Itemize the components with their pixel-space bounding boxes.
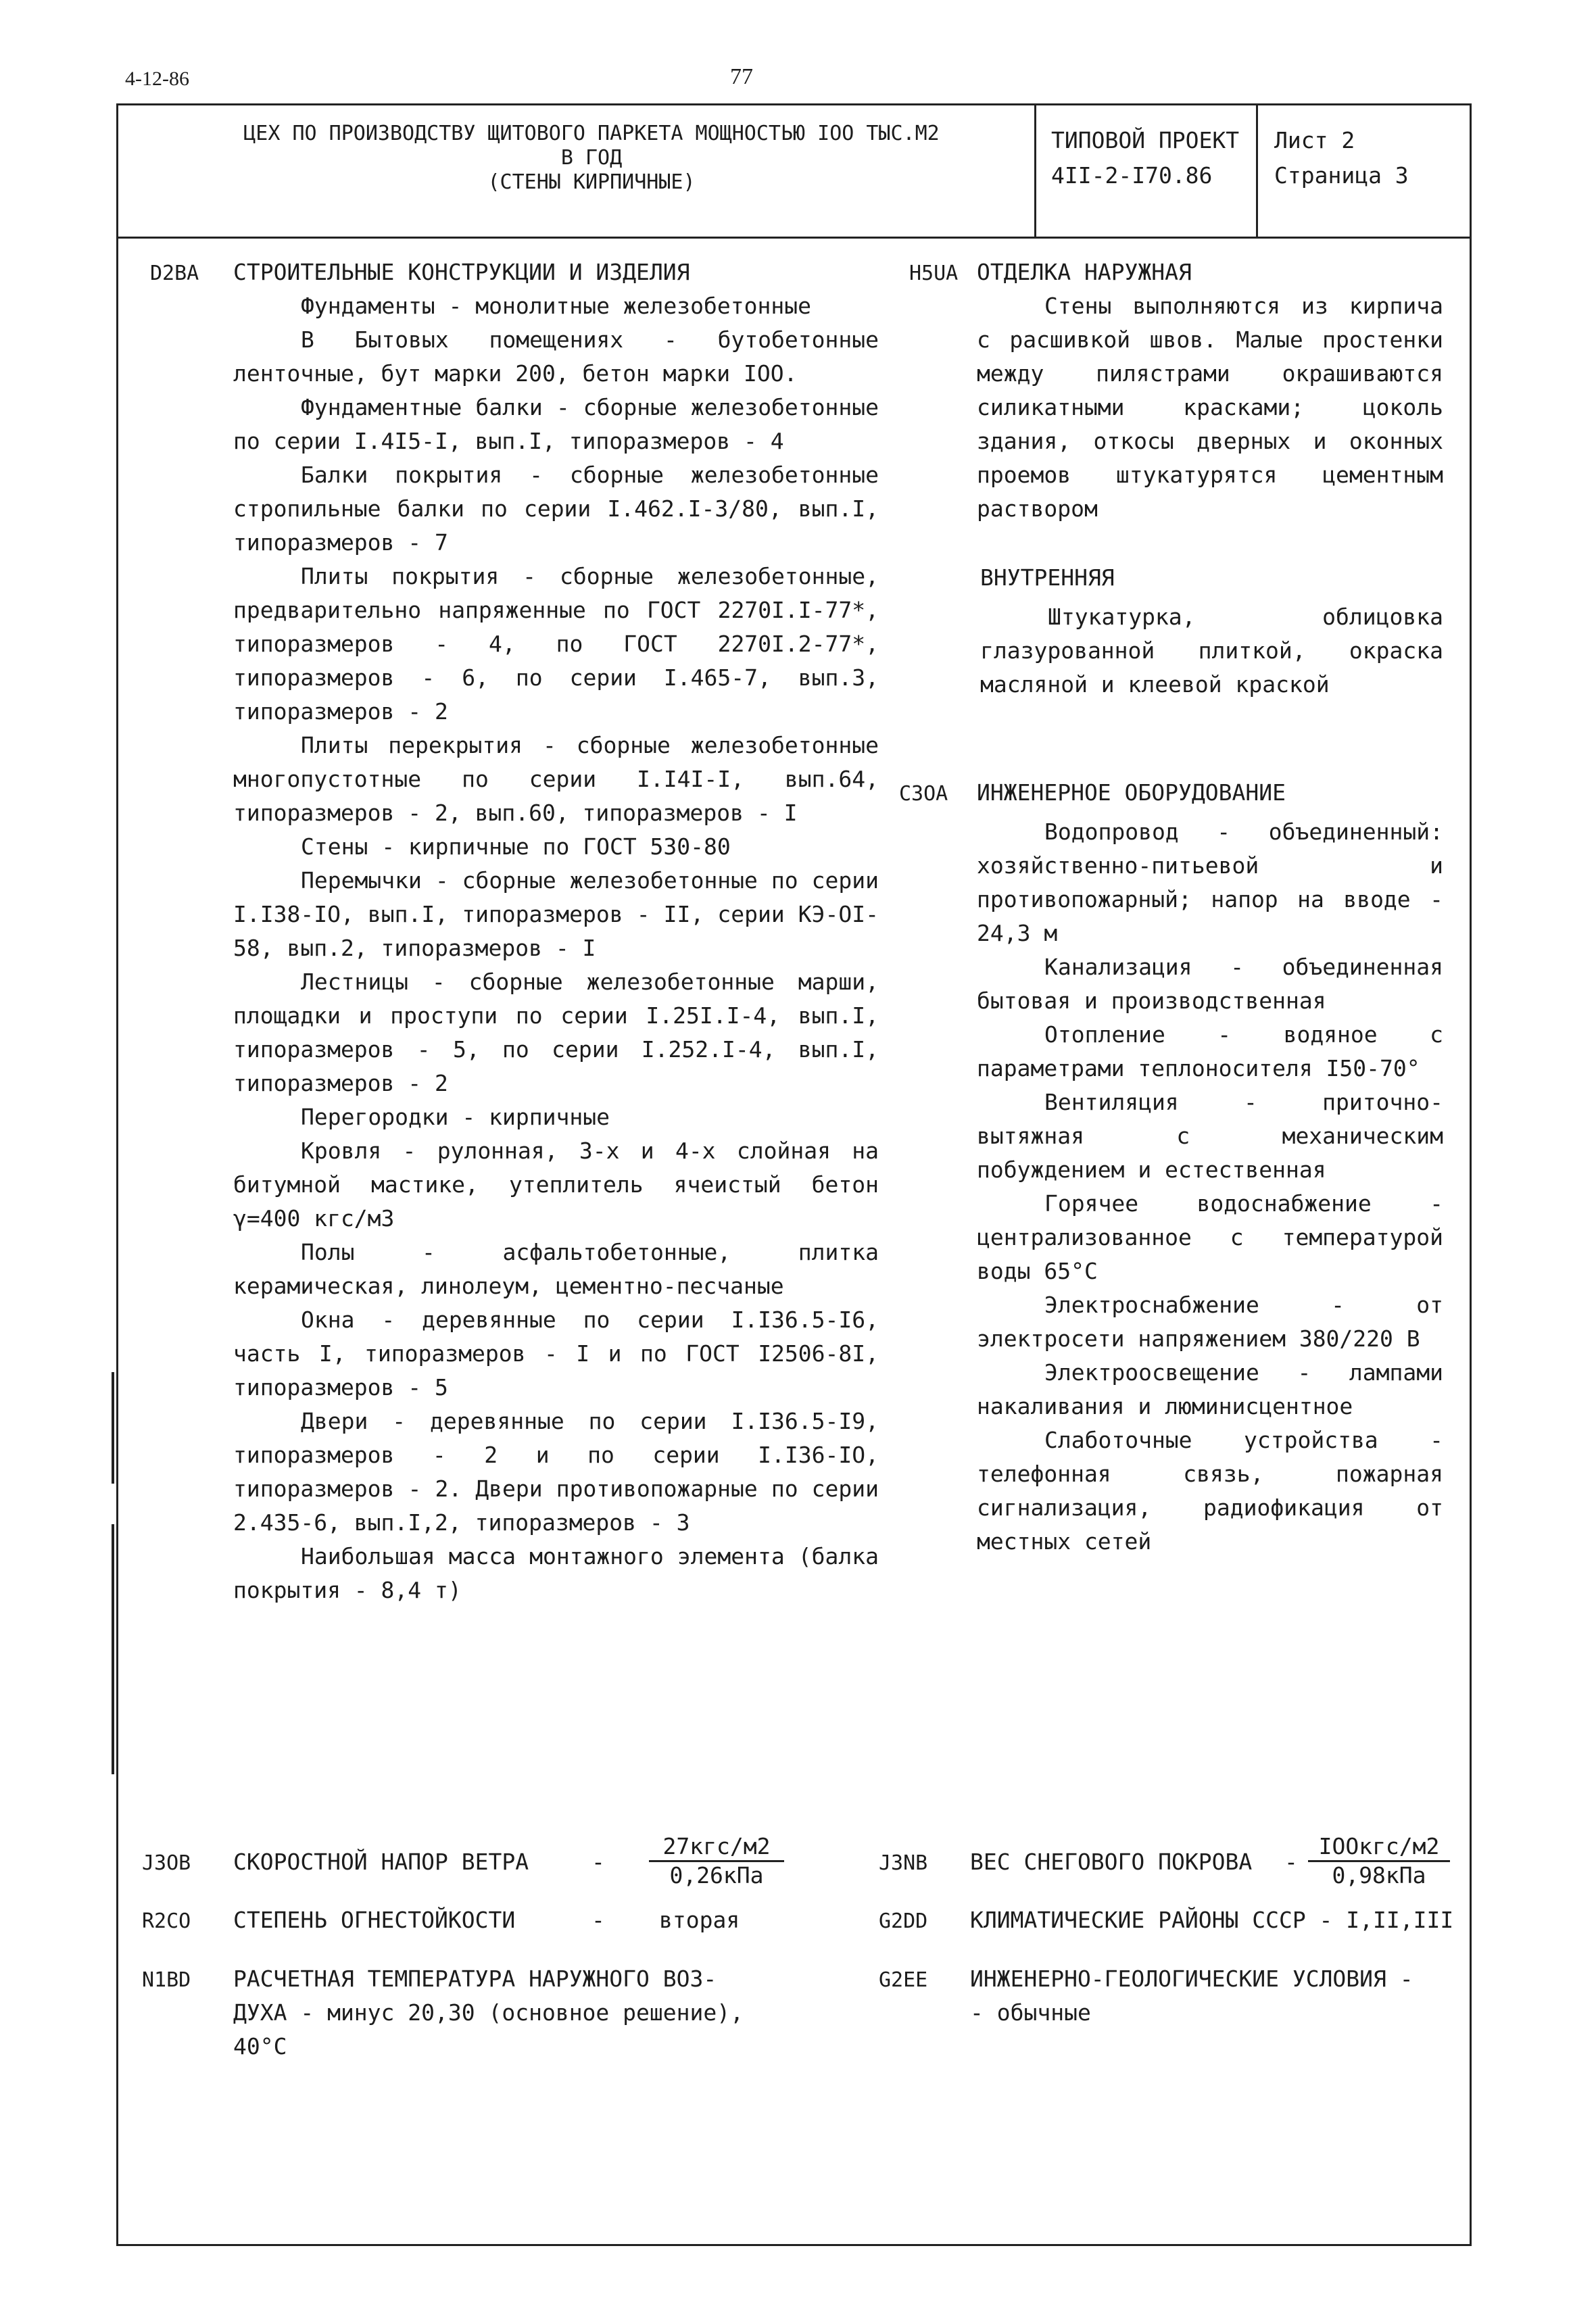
- paragraph: Двери - деревянные по серии I.I36.5-I9, типоразмеров - 2 и по серии I.I36-IO, типоразмеров - 2. Двери противопожарные по серии 2.435-6, вып.I,2, типоразмеров - 3: [233, 1408, 879, 1536]
- paragraph: Фундаменты - монолитные железобетонные: [301, 293, 811, 319]
- paragraph: Перегородки - кирпичные: [301, 1104, 610, 1130]
- stamp-title: [155, 122, 1027, 195]
- geology-line: - обычные: [970, 1999, 1091, 2026]
- scan-mark: [112, 1372, 114, 1484]
- section-code: D2BA: [150, 262, 199, 285]
- section-heading: ИНЖЕНЕРНОЕ ОБОРУДОВАНИЕ: [977, 779, 1286, 806]
- paragraph: Отопление - водяное с параметрами теплоносителя I50-70°: [977, 1021, 1443, 1081]
- paragraph: Вентиляция - приточно-вытяжная с механическим побуждением и естественная: [977, 1089, 1443, 1183]
- interior-finish-section: [980, 561, 1443, 702]
- wind-label: СКОРОСТНОЙ НАПОР ВЕТРА: [233, 1849, 529, 1875]
- snow-code: J3NB: [879, 1851, 928, 1875]
- paragraph: Наибольшая масса монтажного элемента (балка покрытия - 8,4 т): [233, 1543, 879, 1603]
- wind-pressure-denominator: 0,26кПа: [669, 1862, 764, 1888]
- paragraph: Слаботочные устройства - телефонная связь, пожарная сигнализация, радиофикация от местных сетей: [977, 1427, 1443, 1555]
- geology-line: ИНЖЕНЕРНО-ГЕОЛОГИЧЕСКИЕ УСЛОВИЯ -: [970, 1966, 1413, 1992]
- climate-code: G2DD: [879, 1909, 928, 1933]
- fire-code: R2CO: [142, 1909, 191, 1933]
- temperature-code: N1BD: [142, 1968, 191, 1992]
- geology-code: G2EE: [879, 1968, 928, 1992]
- temperature-text: [233, 1962, 744, 2064]
- snow-load-denominator: 0,98кПа: [1332, 1862, 1426, 1888]
- page-number: 77: [730, 64, 753, 89]
- paragraph: Балки покрытия - сборные железобетонные стропильные балки по серии I.462.I-3/80, вып.I, типоразмеров - 7: [233, 462, 879, 556]
- project-number: 4II-2-I70.86: [1051, 162, 1213, 189]
- fire-dash: -: [591, 1907, 605, 1933]
- climate-label: КЛИМАТИЧЕСКИЕ РАЙОНЫ СССР - I,II,III: [970, 1907, 1454, 1933]
- snow-load-numerator: IOOкгс/м2: [1308, 1833, 1450, 1862]
- temperature-line: РАСЧЕТНАЯ ТЕМПЕРАТУРА НАРУЖНОГО ВОЗ-: [233, 1966, 717, 1992]
- paragraph: Полы - асфальтобетонные, плитка керамическая, линолеум, цементно-песчаные: [233, 1239, 879, 1299]
- stamp-sheet: [1274, 123, 1409, 193]
- equipment-section: [977, 776, 1443, 1559]
- wind-pressure-numerator: 27кгс/м2: [649, 1833, 784, 1862]
- paragraph: Канализация - объединенная бытовая и производственная: [977, 954, 1443, 1014]
- section-heading: СТРОИТЕЛЬНЫЕ КОНСТРУКЦИИ И ИЗДЕЛИЯ: [233, 259, 690, 285]
- wind-pressure-value: [649, 1833, 784, 1889]
- section-code: C3OA: [899, 782, 948, 806]
- paragraph: Плиты перекрытия - сборные железобетонные многопустотные по серии I.I4I-I, вып.64, типоразмеров - 2, вып.60, типоразмеров - I: [233, 732, 879, 826]
- paragraph: Плиты покрытия - сборные железобетонные, предварительно напряженные по ГОСТ 2270I.I-77*, типоразмеров - 4, по ГОСТ 2270I.2-77*, типоразмеров - 6, по серии I.465-7, вып.3, типоразмеров - 2: [233, 563, 879, 725]
- paragraph: Перемычки - сборные железобетонные по серии I.I38-IO, вып.I, типоразмеров - II, серии КЭ-OI-58, вып.2, типоразмеров - I: [233, 867, 879, 961]
- geology-text: [970, 1962, 1413, 2030]
- paragraph: Стены выполняются из кирпича с расшивкой швов. Малые простенки между пилястрами окрашиваются силикатными красками; цоколь здания, откосы дверных и оконных проемов штукатурятся цементным раствором: [977, 293, 1443, 522]
- paragraph: Лестницы - сборные железобетонные марши, площадки и проступи по серии I.25I.I-4, вып.I, типоразмеров - 5, по серии I.252.I-4, вып.I, типоразмеров - 2: [233, 969, 879, 1096]
- snow-load-value: [1308, 1833, 1450, 1889]
- scan-mark: [112, 1524, 114, 1774]
- paragraph: В Бытовых помещениях - бутобетонные ленточные, бут марки 200, бетон марки IOO.: [233, 326, 879, 387]
- page-label: Страница 3: [1274, 162, 1409, 189]
- structures-section: [233, 255, 879, 1607]
- section-code: H5UA: [909, 262, 959, 285]
- fire-label: СТЕПЕНЬ ОГНЕСТОЙКОСТИ: [233, 1907, 516, 1933]
- stamp-divider: [116, 237, 1472, 239]
- stamp-title-line: В ГОД: [560, 146, 623, 170]
- section-heading: ОТДЕЛКА НАРУЖНАЯ: [977, 259, 1192, 285]
- wind-dash: -: [591, 1849, 605, 1875]
- paragraph: Окна - деревянные по серии I.I36.5-I6, часть I, типоразмеров - I и по ГОСТ I2506-8I, типоразмеров - 5: [233, 1307, 879, 1400]
- exterior-finish-section: [977, 255, 1443, 526]
- paragraph: Кровля - рулонная, 3-х и 4-х слойная на битумной мастике, утеплитель ячеистый бетон γ=400 кгс/м3: [233, 1138, 879, 1232]
- paragraph: Электроосвещение - лампами накаливания и люминисцентное: [977, 1359, 1443, 1419]
- stamp-divider-1: [1034, 103, 1036, 237]
- sheet-number: Лист 2: [1274, 127, 1355, 153]
- paragraph: Стены - кирпичные по ГОСТ 530-80: [301, 833, 731, 860]
- stamp-divider-2: [1256, 103, 1258, 237]
- stamp-project: [1051, 123, 1239, 193]
- paragraph: Водопровод - объединенный: хозяйственно-питьевой и противопожарный; напор на вводе - 24,3 м: [977, 819, 1443, 946]
- document-code: 4-12-86: [125, 68, 189, 90]
- fire-value: вторая: [659, 1907, 740, 1933]
- section-heading: ВНУТРЕННЯЯ: [980, 564, 1115, 591]
- temperature-line: 40°С: [233, 2033, 287, 2060]
- temperature-line: ДУХА - минус 20,30 (основное решение),: [233, 1999, 744, 2026]
- wind-code: J3OB: [142, 1851, 191, 1875]
- project-label: ТИПОВОЙ ПРОЕКТ: [1051, 127, 1240, 153]
- paragraph: Штукатурка, облицовка глазурованной плиткой, окраска масляной и клеевой краской: [980, 604, 1443, 698]
- paragraph: Горячее водоснабжение - централизованное с температурой воды 65°С: [977, 1190, 1443, 1284]
- snow-label: ВЕС СНЕГОВОГО ПОКРОВА: [970, 1849, 1253, 1875]
- snow-dash: -: [1284, 1849, 1298, 1875]
- paragraph: Электроснабжение - от электросети напряжением 380/220 В: [977, 1292, 1443, 1352]
- stamp-title-line: ЦЕХ ПО ПРОИЗВОДСТВУ ЩИТОВОГО ПАРКЕТА МОЩНОСТЬЮ IOO ТЫС.М2: [243, 122, 940, 145]
- stamp-title-line: (СТЕНЫ КИРПИЧНЫЕ): [487, 170, 696, 194]
- paragraph: Фундаментные балки - сборные железобетонные по серии I.4I5-I, вып.I, типоразмеров - 4: [233, 394, 879, 454]
